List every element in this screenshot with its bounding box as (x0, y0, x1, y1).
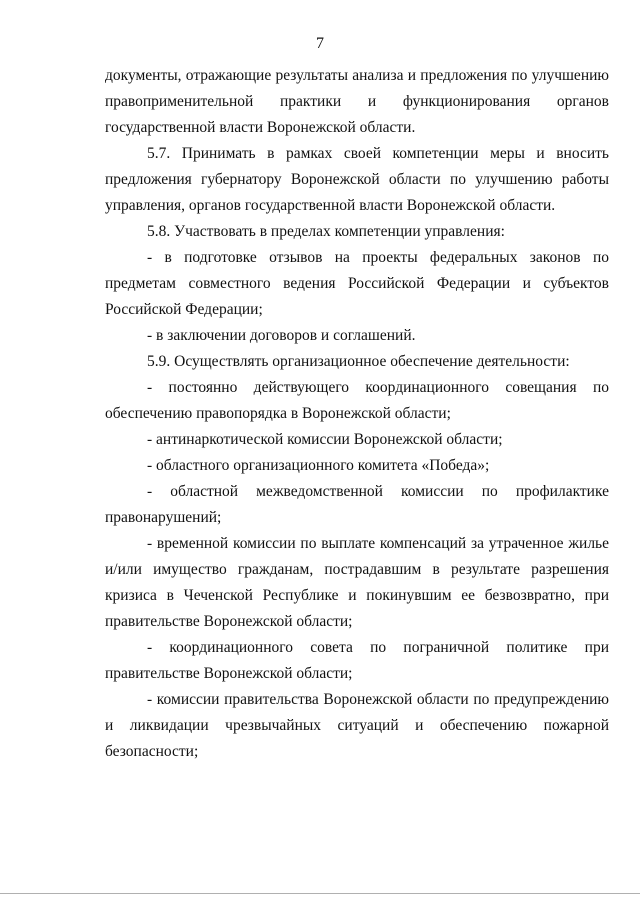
list-item-border-policy-council: - координационного совета по пограничной политике при правительстве Воронежской области; (105, 639, 609, 682)
list-item-compensation-commission: - временной комиссии по выплате компенсаций за утраченное жилье и/или имущество гражданам, пострадавшим в результате разрешения кризиса в Чеченской Республике и покинувшим ее безвозвратно, при правительстве Воронежской области; (105, 535, 609, 630)
paragraph-5-9: 5.9. Осуществлять организационное обеспечение деятельности: (147, 353, 570, 370)
paragraph-continuation: документы, отражающие результаты анализа и предложения по улучшению правоприменительной практики и функционирования органов государственной власти Воронежской области. (105, 67, 609, 136)
list-item-federal-laws: - в подготовке отзывов на проекты федеральных законов по предметам совместного ведения Российской Федерации и субъектов Российской Федерации; (105, 249, 609, 318)
list-item-antidrug-commission: - антинаркотической комиссии Воронежской области; (147, 431, 503, 448)
paragraph-5-8: 5.8. Участвовать в пределах компетенции управления: (147, 223, 505, 240)
list-item-interagency-commission: - областной межведомственной комиссии по профилактике правонарушений; (105, 483, 609, 526)
page-number: 7 (316, 35, 324, 52)
bottom-divider (0, 893, 640, 894)
paragraph-5-7: 5.7. Принимать в рамках своей компетенции меры и вносить предложения губернатору Воронежской области по улучшению работы управления, органов государственной власти Воронежской области. (105, 145, 609, 214)
document-body (105, 63, 609, 765)
list-item-pobeda-committee: - областного организационного комитета «Победа»; (147, 457, 490, 474)
list-item-agreements: - в заключении договоров и соглашений. (147, 327, 416, 344)
list-item-coordination-meeting: - постоянно действующего координационного совещания по обеспечению правопорядка в Воронежской области; (105, 379, 609, 422)
list-item-emergency-commission: - комиссии правительства Воронежской области по предупреждению и ликвидации чрезвычайных ситуаций и обеспечению пожарной безопасности; (105, 691, 609, 760)
